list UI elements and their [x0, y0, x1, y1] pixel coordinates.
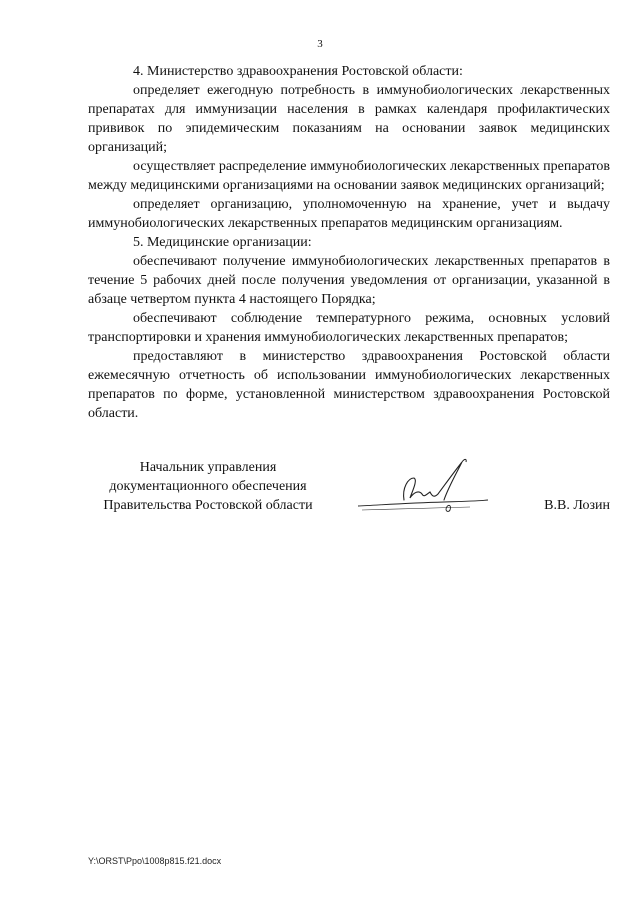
footer-file-path: Y:\ORST\Ppo\1008p815.f21.docx — [88, 856, 222, 866]
handwritten-signature — [352, 454, 492, 520]
section-5-heading: 5. Медицинские организации: — [133, 235, 312, 250]
section-5-item: предоставляют в министерство здравоохранения Ростовской области ежемесячную отчетность об использовании иммунобиологических лекарственных препаратов по форме, установленной министерством здравоохранения Ростовской области. — [88, 349, 610, 421]
section-4-item: определяет организацию, уполномоченную на хранение, учет и выдачу иммунобиологических лекарственных препаратов медицинским организациям. — [88, 197, 610, 231]
document-body — [88, 62, 610, 423]
signatory-title — [88, 458, 328, 515]
signatory-title-line: Правительства Ростовской области — [103, 498, 313, 513]
signature-block — [88, 458, 610, 528]
section-4-item: определяет ежегодную потребность в иммунобиологических лекарственных препаратах для иммунизации населения в рамках календаря профилактических прививок по эпидемическим показаниям на основании заявок медицинских организаций; — [88, 83, 610, 155]
signatory-title-line: Начальник управления — [139, 460, 277, 475]
section-5-item: обеспечивают получение иммунобиологических лекарственных препаратов в течение 5 рабочих дней после получения уведомления от организации, указанной в абзаце четвертом пункта 4 настоящего Порядка; — [88, 254, 610, 307]
page-number: 3 — [317, 38, 323, 50]
signatory-title-line: документационного обеспечения — [109, 479, 307, 494]
section-5-item: обеспечивают соблюдение температурного режима, основных условий транспортировки и хранения иммунобиологических лекарственных препаратов; — [88, 311, 610, 345]
section-4-item: осуществляет распределение иммунобиологических лекарственных препаратов между медицинскими организациями на основании заявок медицинских организаций; — [88, 159, 610, 193]
section-4-heading: 4. Министерство здравоохранения Ростовской области: — [133, 64, 463, 79]
signatory-name: В.В. Лозин — [544, 498, 610, 513]
